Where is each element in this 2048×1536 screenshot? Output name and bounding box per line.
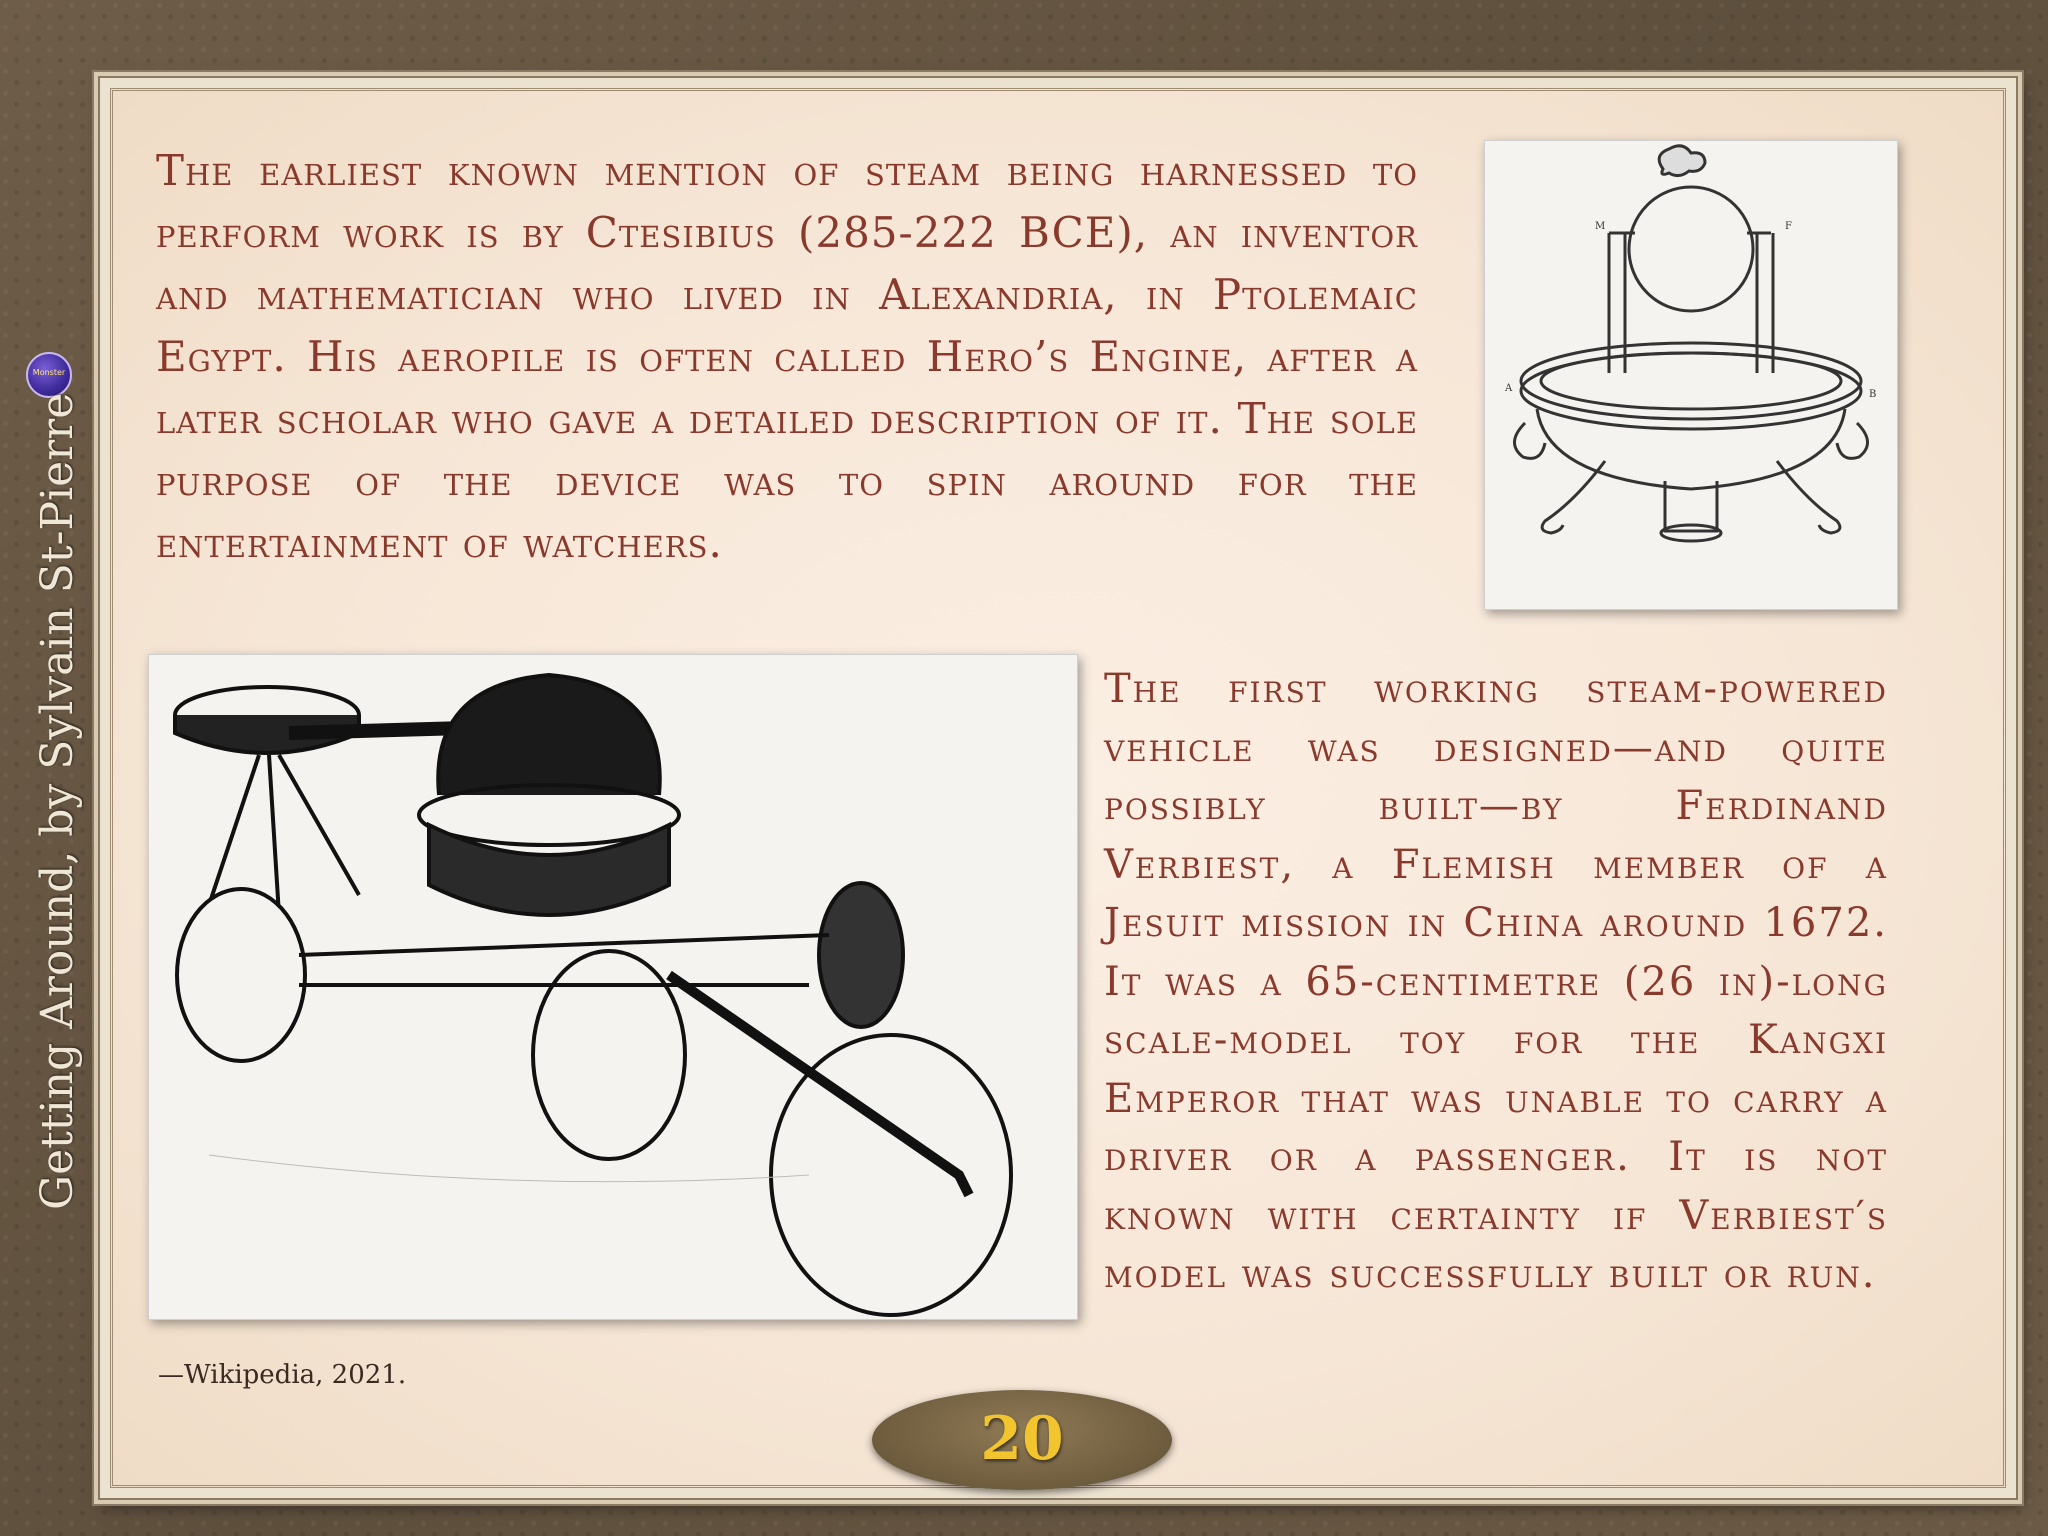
svg-text:M: M	[1595, 221, 1606, 232]
svg-text:A: A	[1505, 383, 1513, 394]
paragraph-ctesibius: The earliest known mention of steam being harnessed to perform work is by Ctesibius (285-222 BCE), an inventor and mathematician who lived in Alexandria, in Ptolemaic Egypt. His aeropile is often called Hero’s Engine, after a later scholar who gave a detailed description of it. The sole purpose of the device was to spin around for the entertainment of watchers.	[156, 146, 1419, 567]
verbiest-vehicle-drawing	[149, 655, 1077, 1319]
paragraph-verbiest: The first working steam-powered vehicle was designed—and quite possibly built—by Ferdinand Verbiest, a Flemish member of a Jesuit mission in China around 1672. It was a 65-centimetre (26 in)-long scale-model toy for the Kangxi Emperor that was unable to carry a driver or a passenger. It is not known with certainty if Verbiest′s model was successfully built or run.	[1104, 666, 1888, 1297]
page-number-badge	[872, 1390, 1172, 1490]
source-caption: —Wikipedia, 2021.	[158, 1360, 407, 1390]
heros-engine-drawing	[1485, 141, 1897, 609]
verbiest-vehicle-illustration	[148, 654, 1078, 1320]
svg-text:F: F	[1785, 221, 1792, 232]
page-number: 20	[980, 1404, 1064, 1474]
side-title: Getting Around, by Sylvain St-Pierre	[32, 392, 83, 1210]
logo-text: Monster	[32, 368, 66, 377]
heros-engine-illustration	[1484, 140, 1898, 610]
svg-text:B: B	[1869, 389, 1877, 400]
